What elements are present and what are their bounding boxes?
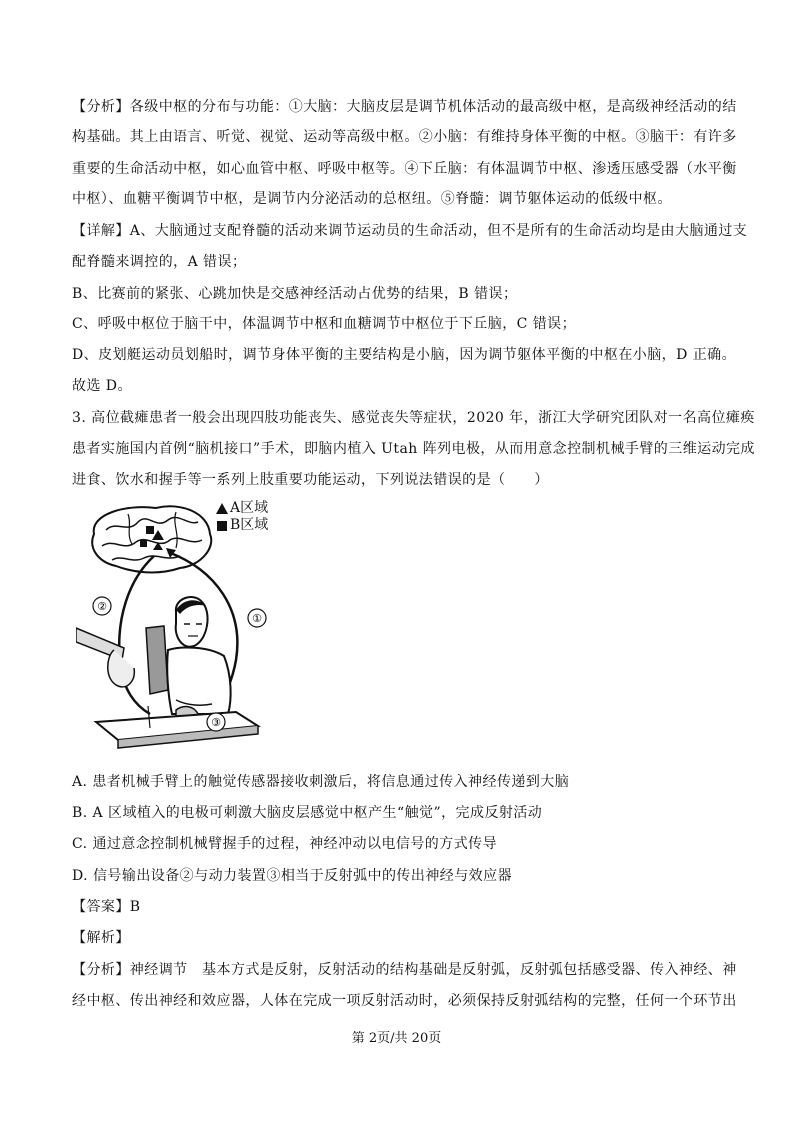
figure-legend: [216, 500, 268, 534]
label-1: ①: [252, 612, 262, 625]
patient-body: [167, 648, 230, 714]
option-a: A. 患者机械手臂上的触觉传感器接收刺激后，将信息通过传入神经传递到大脑: [72, 774, 570, 790]
text-line-detail-1: 【详解】A、大脑通过支配脊髓的活动来调节运动员的生命活动，但不是所有的生命活动均是由大脑通过支: [72, 223, 748, 239]
page-footer: 第 2页/共 20页: [351, 1031, 442, 1046]
text-line-detail-c: C、呼吸中枢位于脑干中，体温调节中枢和血糖调节中枢位于下丘脑，C 错误；: [72, 316, 577, 332]
region-b-marker: [146, 526, 154, 534]
text-line-detail-b: B、比赛前的紧张、心跳加快是交感神经活动占优势的结果，B 错误；: [72, 286, 518, 302]
bci-illustration: [76, 500, 276, 758]
text-line-analysis-4: 中枢）、血糖平衡调节中枢，是调节内分泌活动的总枢纽。⑤脊髓：调节躯体运动的低级中枢。: [72, 191, 672, 207]
legend-row-b: [216, 517, 268, 534]
option-d: D. 信号输出设备②与动力装置③相当于反射弧中的传出神经与效应器: [72, 868, 513, 884]
text-line-analysis-3: 重要的生命活动中枢，如心血管中枢、呼吸中枢等。④下丘脑：有体温调节中枢、渗透压感受器（水平衡: [72, 161, 737, 177]
text-line-analysis-1: 【分析】各级中枢的分布与功能：①大脑：大脑皮层是调节机体活动的最高级中枢，是高级神经活动的结: [72, 99, 737, 115]
question-3-line-2: 患者实施国内首例“脑机接口”手术，即脑内植入 Utah 阵列电极，从而用意念控制机械手臂的三维运动完成: [72, 441, 755, 457]
text-line-conclusion: 故选 D。: [72, 378, 132, 394]
option-b: B. A 区域植入的电极可刺激大脑皮层感觉中枢产生“触觉”，完成反射活动: [72, 805, 543, 821]
bci-illustration-svg: [76, 500, 276, 758]
legend-b-label: B区域: [230, 517, 269, 533]
answer-line: 【答案】B: [72, 899, 141, 915]
question-3-line-1: 3. 高位截瘫患者一般会出现四肢功能丧失、感觉丧失等症状，2020 年，浙江大学研究团队对一名高位瘫痪: [72, 410, 755, 426]
triangle-icon: [216, 503, 228, 514]
option-c: C. 通过意念控制机械臂握手的过程，神经冲动以电信号的方式传导: [72, 836, 498, 852]
wheelchair: [146, 626, 168, 694]
text-line-detail-2: 配脊髓来调控的，A 错误；: [72, 254, 247, 270]
legend-a-label: A区域: [230, 500, 269, 516]
legend-row-a: [216, 500, 268, 517]
brain-outline: [92, 506, 211, 572]
explanation-line-1: 【分析】神经调节 基本方式是反射，反射活动的结构基础是反射弧，反射弧包括感受器、传入神经、神: [72, 962, 737, 978]
text-line-analysis-2: 构基础。其上由语言、听觉、视觉、运动等高级中枢。②小脑：有维持身体平衡的中枢。③脑干：有许多: [72, 129, 737, 145]
question-3-line-3: 进食、饮水和握手等一系列上肢重要功能运动，下列说法错误的是（ ）: [72, 472, 549, 488]
label-3: ③: [211, 716, 221, 729]
text-line-detail-d: D、皮划艇运动员划船时，调节身体平衡的主要结构是小脑，因为调节躯体平衡的中枢在小脑，D 正确。: [72, 347, 737, 363]
square-icon: [217, 521, 227, 531]
explanation-line-2: 经中枢、传出神经和效应器，人体在完成一项反射活动时，必须保持反射弧结构的完整，任何一个环节出: [72, 993, 737, 1009]
explanation-heading: 【解析】: [72, 930, 130, 946]
label-2: ②: [97, 600, 107, 613]
